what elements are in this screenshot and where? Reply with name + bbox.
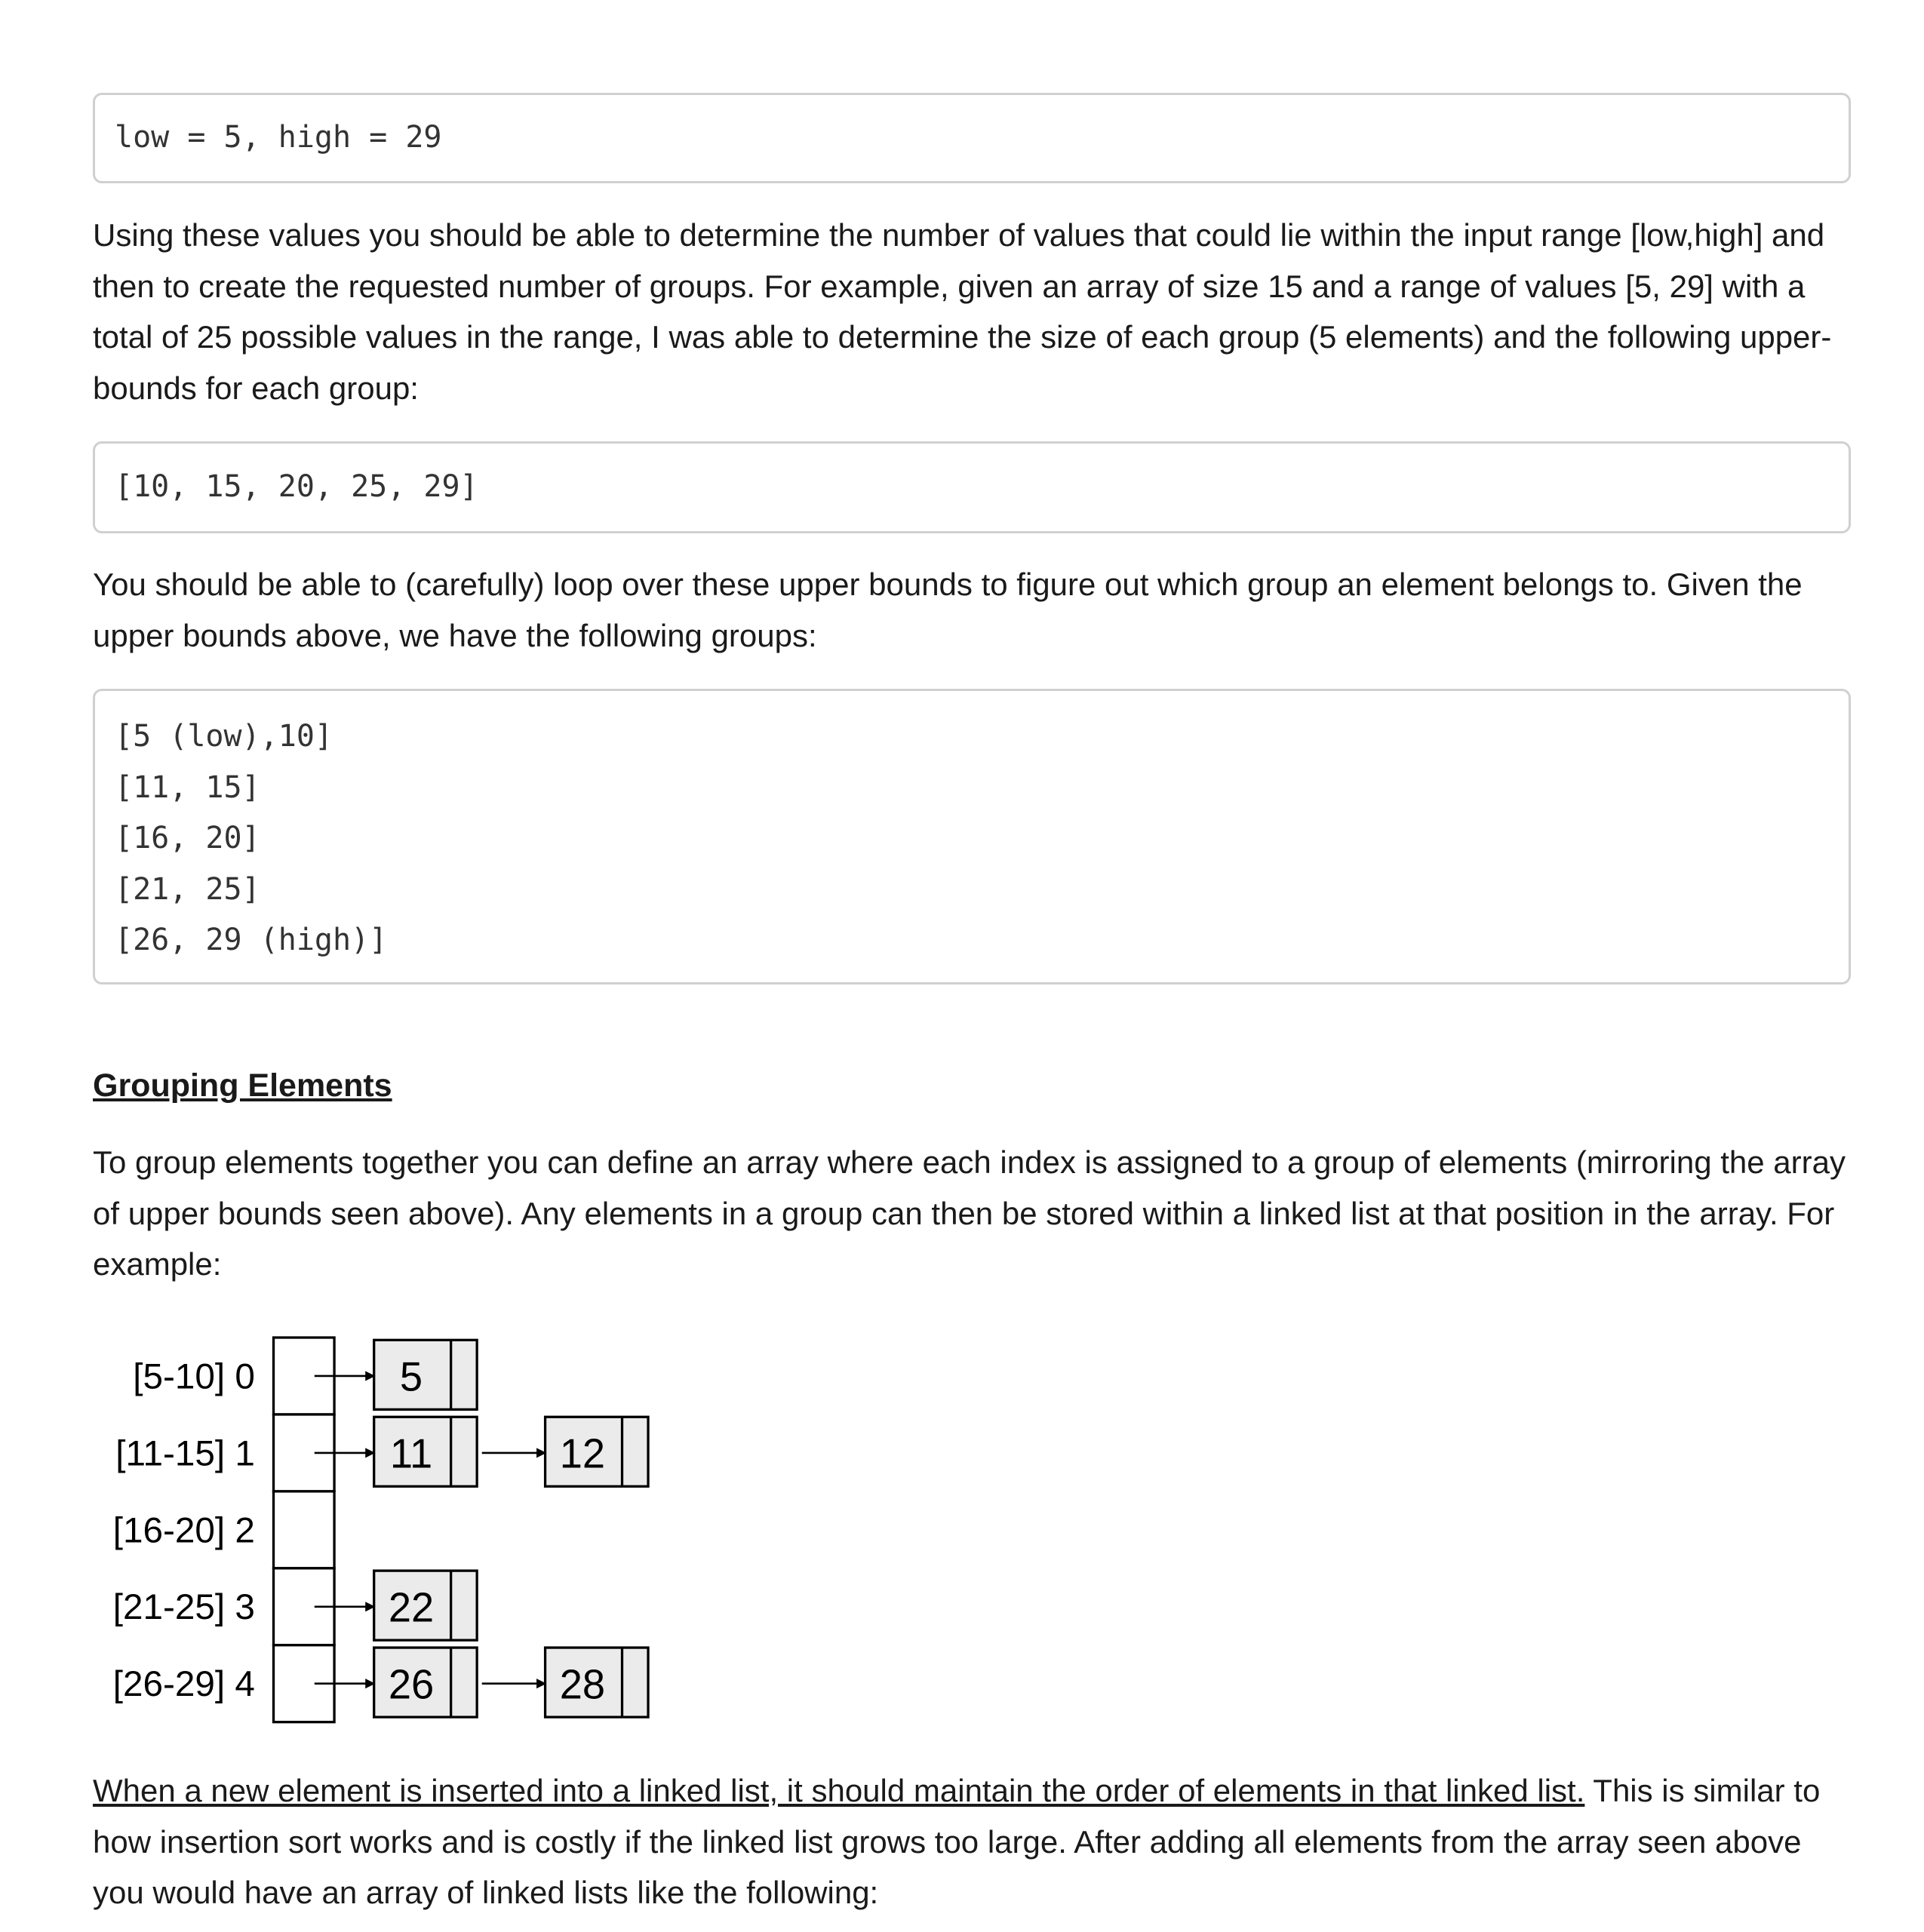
bucket-linked-list-diagram xyxy=(0,1320,1924,1742)
code-line: [16, 20] xyxy=(115,821,260,855)
node-value: 11 xyxy=(389,1431,433,1477)
code-line: [5 (low),10] xyxy=(115,719,333,754)
bucket-label: [26-29] 4 xyxy=(112,1664,255,1705)
paragraph-2 xyxy=(93,559,1851,661)
paragraph-rest: This is similar to how insertion sort works and is costly if the linked list grows too large. After adding all elements from the array seen above you would have an array of linked lists like the following: xyxy=(93,1773,1821,1910)
node-value: 5 xyxy=(399,1354,423,1400)
code-line: [21, 25] xyxy=(115,871,260,907)
node-value: 28 xyxy=(559,1662,606,1708)
bucket-label: [16-20] 2 xyxy=(112,1510,255,1551)
code-block-range xyxy=(93,93,1851,183)
section-heading-wrap xyxy=(93,1061,1851,1111)
paragraph-4 xyxy=(93,1765,1851,1918)
paragraph-text: You should be able to (carefully) loop over these upper bounds to figure out which group an element belongs to. Given the upper bounds above, we have the following groups: xyxy=(93,567,1803,653)
node-value: 26 xyxy=(388,1662,435,1708)
code-line: [11, 15] xyxy=(115,769,260,805)
paragraph-3 xyxy=(93,1137,1851,1290)
paragraph-1 xyxy=(93,210,1851,413)
node-value: 22 xyxy=(388,1585,435,1631)
code-line: [10, 15, 20, 25, 29] xyxy=(115,469,478,504)
list-node xyxy=(374,1340,477,1409)
underlined-rule: When a new element is inserted into a linked list, it should maintain the order of elements in that linked list. xyxy=(93,1773,1585,1808)
section-heading: Grouping Elements xyxy=(93,1067,392,1104)
code-block-groups xyxy=(93,689,1851,984)
bucket-label: [21-25] 3 xyxy=(112,1587,255,1628)
array-slot xyxy=(274,1491,335,1568)
code-line: [26, 29 (high)] xyxy=(115,923,388,957)
node-value: 12 xyxy=(559,1431,606,1477)
bucket-label: [11-15] 1 xyxy=(115,1433,255,1474)
paragraph-text xyxy=(93,1765,1851,1918)
paragraph-text: To group elements together you can define an array where each index is assigned to a group of elements (mirroring the array of upper bounds seen above). Any elements in a group can then be stored within a linked list at that position in the array. For example: xyxy=(93,1144,1846,1282)
paragraph-text: Using these values you should be able to determine the number of values that could lie within the input range [low,high] and then to create the requested number of groups. For example, given an array of size 15 and a range of values [5, 29] with a total of 25 possible values in the range, I was able to determine the size of each group (5 elements) and the following upper-bounds for each group: xyxy=(93,217,1832,406)
code-block-bounds xyxy=(93,441,1851,533)
bucket-label: [5-10] 0 xyxy=(133,1356,255,1397)
code-line: low = 5, high = 29 xyxy=(115,120,442,155)
